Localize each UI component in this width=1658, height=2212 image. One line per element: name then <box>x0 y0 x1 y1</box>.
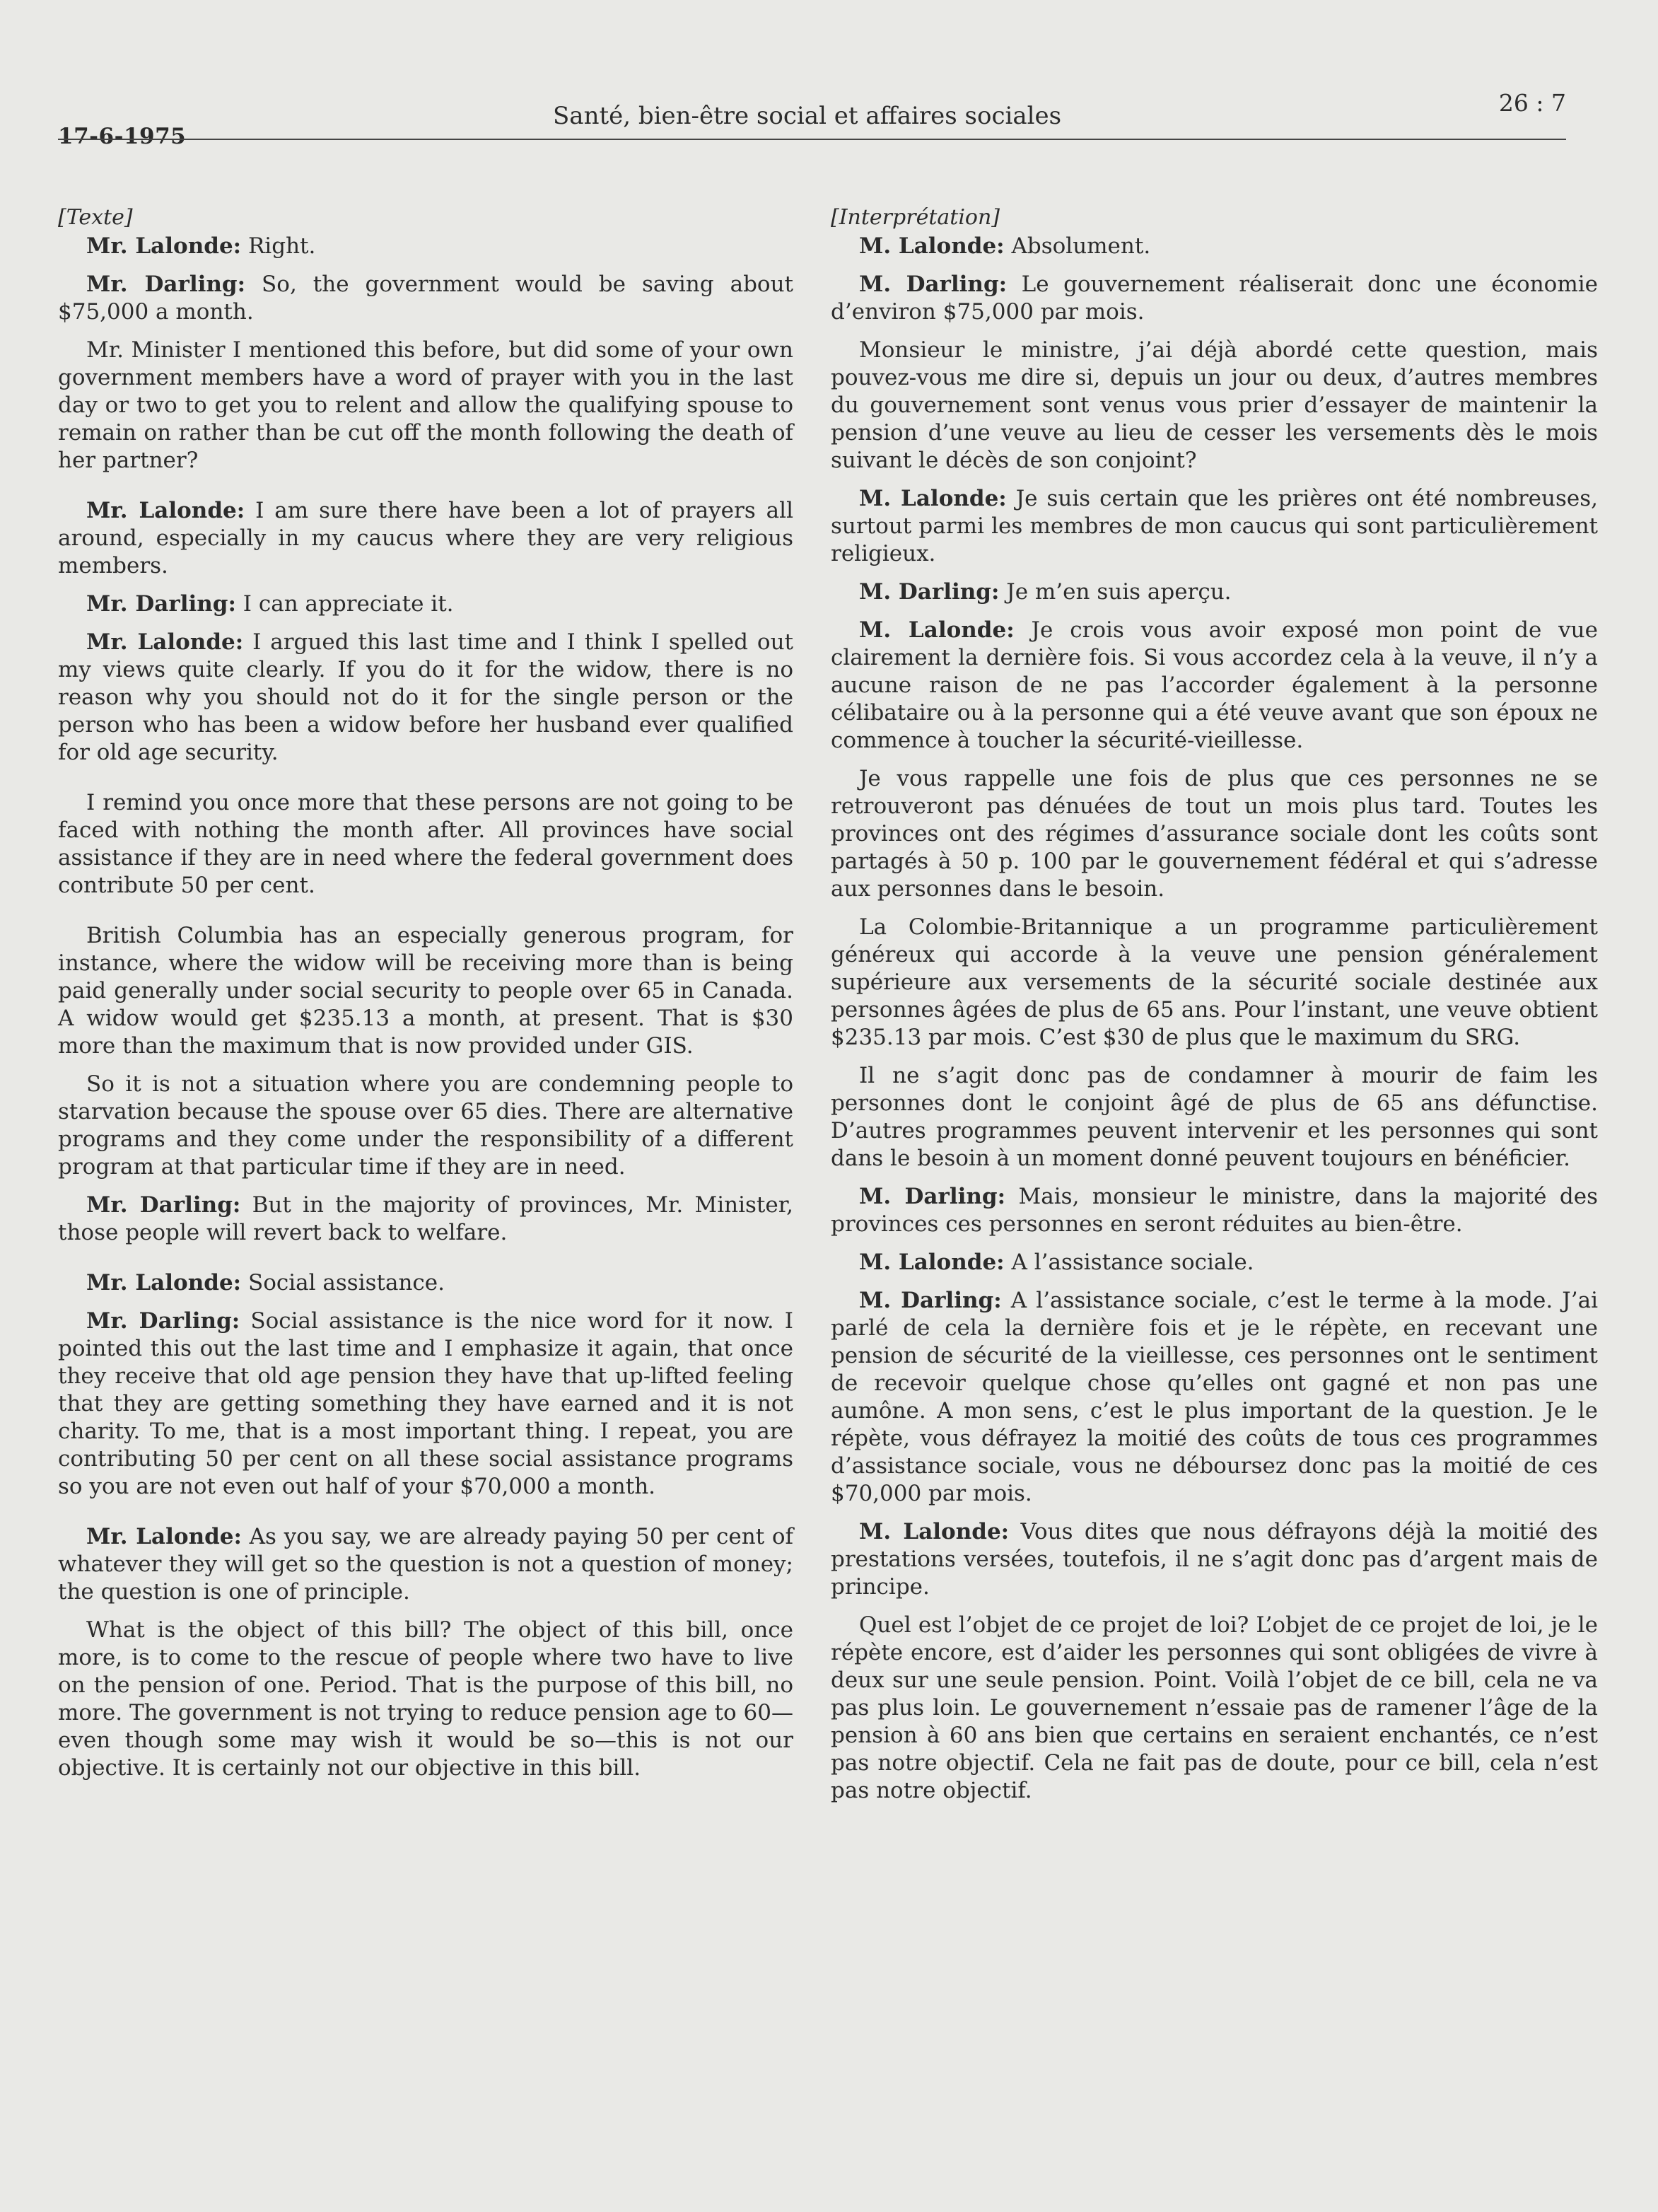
paragraph <box>58 789 793 900</box>
header-date: 17-6-1975 <box>58 124 187 149</box>
paragraph <box>831 1518 1598 1601</box>
paragraph <box>58 337 793 475</box>
paragraph-text: So, the government would be saving about $75,000 a month. <box>58 272 793 325</box>
paragraph-text: Social assistance is the nice word for it now. I pointed this out the last time and I emphasize it again, that once they receive that old age pension they have that up-lifted feeling that they are getting something they have earned and it is not charity. To me, that is a most important thing. I repeat, you are contributing 50 per cent on all these social assistance programs so you are not even out half of your $70,000 a month. <box>58 1308 793 1499</box>
paragraph-text: Monsieur le ministre, j’ai déjà abordé cette question, mais pouvez-vous me dire si, depuis un jour ou deux, d’autres membres du gouvernement sont venus vous prier d’essayer de maintenir la pension d’une veuve au lieu de cesser les versements dès le mois suivant le décès de son conjoint? <box>831 337 1598 473</box>
paragraph <box>58 497 793 580</box>
paragraph-text: Je suis certain que les prières ont été nombreuses, surtout parmi les membres de mon caucus qui sont particulièrement religieux. <box>831 486 1598 566</box>
speaker-name: M. Darling: <box>859 1288 1002 1313</box>
paragraph-text: Le gouvernement réaliserait donc une économie d’environ $75,000 par mois. <box>831 272 1598 325</box>
speaker-name: Mr. Darling: <box>86 591 236 617</box>
speaker-name: Mr. Lalonde: <box>86 233 242 259</box>
speaker-name: M. Lalonde: <box>859 617 1015 643</box>
paragraph <box>58 922 793 1060</box>
speaker-name: M. Lalonde: <box>859 1519 1010 1544</box>
column-tag: [Interprétation] <box>831 205 1000 230</box>
paragraph-text: What is the object of this bill? The object of this bill, once more, is to come to the rescue of people where two have to live on the pension of one. Period. That is the purpose of this bill, no more. The government is not trying to reduce pension age to 60—even though some may wish it would be so—this is not our objective. It is certainly not our objective in this bill. <box>58 1617 793 1781</box>
paragraph-text: Social assistance. <box>241 1270 445 1296</box>
paragraph-text: Je m’en suis aperçu. <box>999 579 1232 605</box>
paragraph-text: I argued this last time and I think I spelled out my views quite clearly. If you do it for the widow, there is no reason why you should not do it for the single person or the person who has been a widow before her husband ever qualified for old age security. <box>58 629 793 765</box>
header-title: Santé, bien-être social et affaires sociales <box>553 102 1062 130</box>
paragraph-text: Absolument. <box>1004 233 1151 259</box>
paragraph <box>831 578 1598 606</box>
paragraph-text: La Colombie-Britannique a un programme particulièrement généreux qui accorde à la veuve une pension généralement supérieure aux versements de la sécurité sociale destinée aux personnes âgées de plus de 65 ans. Pour l’instant, une veuve obtient $235.13 par mois. C’est $30 de plus que le maximum du SRG. <box>831 914 1598 1050</box>
column-tag: [Texte] <box>58 205 133 230</box>
paragraph <box>831 1249 1598 1276</box>
paragraph <box>831 271 1598 326</box>
paragraph <box>58 1192 793 1247</box>
paragraph <box>831 1612 1598 1805</box>
french-column <box>831 204 1598 1815</box>
paragraph-text: So it is not a situation where you are condemning people to starvation because the spouse over 65 dies. There are alternative programs and they come under the responsibility of a different program at that particular time if they are in need. <box>58 1071 793 1180</box>
speaker-name: M. Lalonde: <box>859 233 1005 259</box>
paragraph-text: British Columbia has an especially generous program, for instance, where the widow will be receiving more than is being paid generally under social security to people over 65 in Canada. A widow would get $235.13 a month, at present. That is $30 more than the maximum that is now provided under GIS. <box>58 923 793 1059</box>
paragraph <box>831 1287 1598 1508</box>
paragraph-text: Je crois vous avoir exposé mon point de vue clairement la dernière fois. Si vous accordez cela à la veuve, il n’y a aucune raison de ne pas l’accorder également à la personne célibataire ou à la personne qui a été veuve avant que son époux ne commence à toucher la sécurité-vieillesse. <box>831 617 1598 753</box>
paragraph-text: I remind you once more that these persons are not going to be faced with nothing the month after. All provinces have social assistance if they are in need where the federal government does contribute 50 per cent. <box>58 790 793 898</box>
paragraph-text: Mais, monsieur le ministre, dans la majorité des provinces ces personnes en seront réduites au bien-être. <box>831 1184 1598 1237</box>
page-header <box>58 85 1566 149</box>
paragraph <box>58 1308 793 1501</box>
speaker-name: Mr. Lalonde: <box>86 1270 242 1296</box>
speaker-name: Mr. Darling: <box>86 272 246 297</box>
paragraph-text: As you say, we are already paying 50 per cent of whatever they will get so the question is not a question of money; the question is one of principle. <box>58 1524 794 1605</box>
paragraph <box>831 914 1598 1052</box>
speaker-name: Mr. Darling: <box>86 1192 241 1218</box>
speaker-name: M. Darling: <box>859 1184 1006 1209</box>
paragraph <box>58 590 793 618</box>
speaker-name: Mr. Lalonde: <box>86 498 245 523</box>
english-column <box>58 204 793 1793</box>
paragraph-text: A l’assistance sociale, c’est le terme à la mode. J’ai parlé de cela la dernière fois et je le répète, en recevant une pension de sécurité de la vieillesse, ces personnes ont le sentiment de recevoir quelque chose qu’elles ont gagné et non pas une aumône. A mon sens, c’est le plus important de la question. Je le répète, vous défrayez la moitié des coûts de tous ces programmes d’assistance sociale, vous ne déboursez donc pas la moitié de ces $70,000 par mois. <box>831 1288 1598 1506</box>
paragraph-text: Right. <box>241 233 316 259</box>
header-page-number: 26 : 7 <box>1498 89 1566 117</box>
speaker-name: Mr. Lalonde: <box>86 1524 242 1549</box>
paragraph <box>831 1183 1598 1238</box>
header-rule <box>58 139 1566 140</box>
paragraph <box>58 1269 793 1297</box>
speaker-name: Mr. Lalonde: <box>86 629 244 655</box>
paragraph <box>831 765 1598 903</box>
paragraph-text: Quel est l’objet de ce projet de loi? L’objet de ce projet de loi, je le répète encore, est d’aider les personnes qui sont obligées de vivre à deux sur une seule pension. Point. Voilà l’objet de ce bill, cela ne va pas plus loin. Le gouvernement n’essaie pas de ramener l’âge de la pension à 60 ans bien que certains en seraient enchantés, ce n’est pas notre objectif. Cela ne fait pas de doute, pour ce bill, cela n’est pas notre objectif. <box>831 1612 1598 1803</box>
paragraph <box>831 337 1598 475</box>
paragraph <box>58 271 793 326</box>
paragraph <box>831 233 1598 260</box>
paragraph <box>58 1523 793 1606</box>
paragraph-text: I am sure there have been a lot of prayers all around, especially in my caucus where they are very religious members. <box>58 498 793 578</box>
paragraph <box>58 1617 793 1782</box>
speaker-name: M. Lalonde: <box>859 1250 1005 1275</box>
paragraph-text: Je vous rappelle une fois de plus que ces personnes ne se retrouveront pas dénuées de tout un mois plus tard. Toutes les provinces ont des régimes d’assurance sociale dont les coûts sont partagés à 50 p. 100 par le gouvernement fédéral et qui s’adresse aux personnes dans le besoin. <box>831 766 1598 902</box>
speaker-name: M. Darling: <box>859 579 1000 605</box>
paragraph-text: I can appreciate it. <box>235 591 454 617</box>
paragraph <box>58 1071 793 1181</box>
paragraph <box>58 629 793 767</box>
speaker-name: M. Darling: <box>859 272 1008 297</box>
speaker-name: M. Lalonde: <box>859 486 1007 511</box>
speaker-name: Mr. Darling: <box>86 1308 240 1334</box>
paragraph-text: Vous dites que nous défrayons déjà la moitié des prestations versées, toutefois, il ne s’agit donc pas d’argent mais de principe. <box>831 1519 1598 1600</box>
paragraph-text: Il ne s’agit donc pas de condamner à mourir de faim les personnes dont le conjoint âgé de plus de 65 ans défunctise. D’autres programmes peuvent intervenir et les personnes qui sont dans le besoin à un moment donné peuvent toujours en bénéficier. <box>831 1063 1598 1171</box>
paragraph <box>58 233 793 260</box>
paragraph <box>831 617 1598 755</box>
paragraph-text: Mr. Minister I mentioned this before, but did some of your own government members have a word of prayer with you in the last day or two to get you to relent and allow the qualifying spouse to remain on rather than be cut off the month following the death of her partner? <box>58 337 793 473</box>
paragraph-text: But in the majority of provinces, Mr. Minister, those people will revert back to welfare. <box>58 1192 793 1245</box>
paragraph <box>831 1062 1598 1172</box>
paragraph <box>831 485 1598 568</box>
paragraph-text: A l’assistance sociale. <box>1004 1250 1254 1275</box>
